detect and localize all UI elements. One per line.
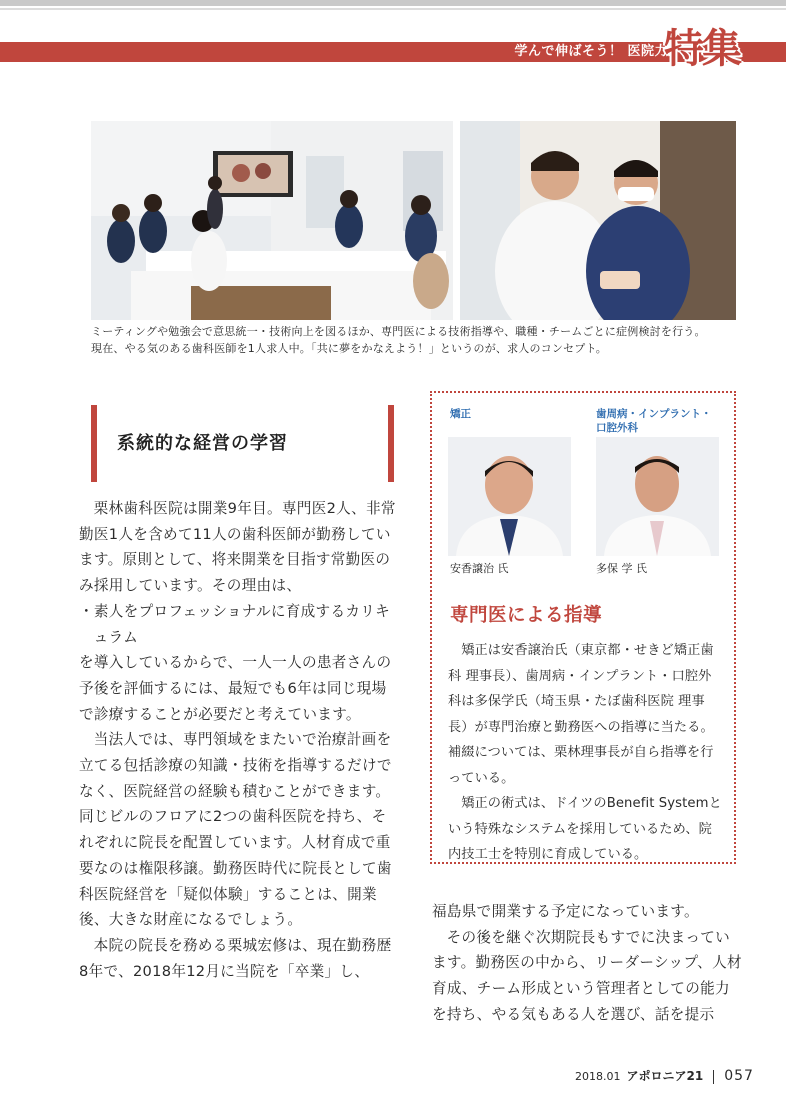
section-heading-box xyxy=(91,405,394,482)
body-column-left xyxy=(79,496,401,984)
body-paragraph: 福島県で開業する予定になっています。 xyxy=(432,903,699,920)
body-paragraph: その後を継ぐ次期院長もすでに決まっています。勤務医の中から、リーダーシップ、人材育成、チーム形成という管理者としての能力を持ち、やる気もある人を選び、話を提示 xyxy=(432,928,742,1023)
section-heading: 系統的な経営の学習 xyxy=(117,433,288,454)
doctor2-specialty-line2: 口腔外科 xyxy=(596,422,638,434)
page-footer xyxy=(575,1066,755,1086)
doctor2-portrait xyxy=(596,437,719,556)
instruction-photo xyxy=(460,121,736,320)
doctor2-name: 多保 学 氏 xyxy=(596,562,647,575)
heading-bar-left xyxy=(91,405,97,482)
body-column-right xyxy=(432,899,742,1028)
footer-separator xyxy=(713,1070,714,1084)
caption-line: 現在、やる気のある歯科医師を1人求人中。「共に夢をかなえよう！」というのが、求人のコンセプト。 xyxy=(91,342,607,355)
body-paragraph: 当法人では、専門領域をまたいで治療計画を立てる包括診療の知識・技術を指導するだけでなく、医院経営の経験も積むことができます。同じビルのフロアに2つの歯科医院を持ち、それぞれに院長を配置しています。人材育成で重要なのは権限移譲。勤務医時代に院長として歯科医院経営を「疑似体験」することは、開業後、大きな財産になるでしょう。 xyxy=(79,731,392,929)
feature-mark: 特集 xyxy=(664,25,740,72)
doctor1-specialty: 矯正 xyxy=(450,408,471,420)
body-bullet: ・素人をプロフェッショナルに育成するカリキュラム xyxy=(79,602,391,646)
issue-date: 2018.01 xyxy=(575,1070,621,1083)
sidebar-title: 専門医による指導 xyxy=(450,605,603,626)
sidebar-body xyxy=(448,638,724,868)
doctor1-name: 安香譲治 氏 xyxy=(450,562,509,575)
meeting-photo xyxy=(91,121,453,320)
page-number: 057 xyxy=(724,1068,754,1084)
top-rule-thin xyxy=(0,8,786,10)
body-paragraph: を導入しているからで、一人一人の患者さんの予後を評価するには、最短でも6年は同じ現場で診療することが必要だと考えています。 xyxy=(79,654,392,723)
magazine-name: アポロニア21 xyxy=(626,1069,704,1083)
banner-text: 学んで伸ばそう！ 医院力 xyxy=(514,44,668,59)
heading-bar-right xyxy=(388,405,394,482)
body-paragraph: 栗林歯科医院は開業9年目。専門医2人、非常勤医1人を含めて11人の歯科医師が勤務しています。原則として、将来開業を目指す常勤医のみ採用しています。その理由は、 xyxy=(79,500,396,595)
doctor1-portrait xyxy=(448,437,571,556)
top-rule xyxy=(0,0,786,6)
caption-line: ミーティングや勉強会で意思統一・技術向上を図るほか、専門医による技術指導や、職種・チームごとに症例検討を行う。 xyxy=(91,325,706,338)
sidebar-paragraph: 矯正の術式は、ドイツのBenefit Systemという特殊なシステムを採用しているため、院内技工士を特別に育成している。 xyxy=(448,796,722,862)
sidebar-paragraph: 矯正は安香譲治氏（東京都・せきど矯正歯科 理事長）、歯周病・インプラント・口腔外科は多保学氏（埼玉県・たぼ歯科医院 理事長）が専門治療と勤務医への指導に当たる。補綴については、栗林理事長が自ら指導を行っている。 xyxy=(448,643,714,786)
doctor2-specialty-line1: 歯周病・インプラント・ xyxy=(596,408,712,420)
photo-caption xyxy=(91,323,751,357)
body-paragraph: 本院の院長を務める栗城宏修は、現在勤務歴8年で、2018年12月に当院を「卒業」し、 xyxy=(79,936,392,980)
